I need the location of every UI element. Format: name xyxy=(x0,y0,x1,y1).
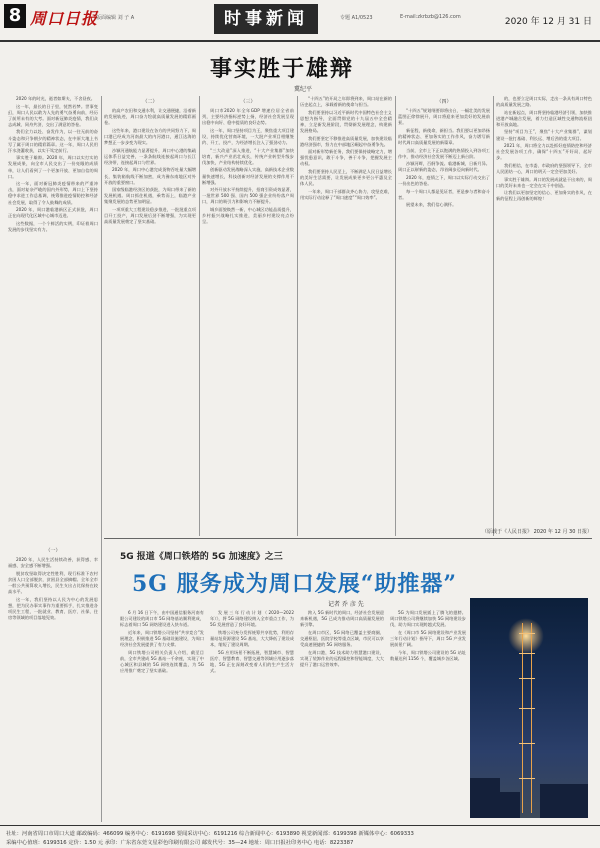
paragraph: 沙颍河通航能力显著提升，周口中心港的集疏运体系日益完善，一条条航线连接起周口与长江经济带，连接起周口与世界。 xyxy=(104,147,196,165)
paragraph: 展望未来，我们信心满怀。 xyxy=(406,202,457,208)
paragraph: 的高产农田和交通水利，让交通便捷，沿着新的发展轨迹，周口奋力绘就高质量发展的精彩画卷。 xyxy=(104,108,196,126)
paragraph: 在《周口市 5G 网络建设和产业发展三年行动计划》指导下，周口 5G 产业发展前景广阔。 xyxy=(390,629,466,647)
paragraph: 每一个周口人都是见证者，更是参与者和奋斗者。 xyxy=(398,188,490,200)
tower-photo xyxy=(470,598,588,818)
paragraph: 我们要坚持以习近平新时代中国特色社会主义思想为指导，全面贯彻党的十九届五中全会精神，立足新发展阶段，贯彻新发展理念，构建新发展格局。 xyxy=(300,109,392,133)
paragraph: 城乡面貌焕然一新，中心城区功能品质提升，乡村振兴战略扎实推进，美丽乡村建设亮点纷呈。 xyxy=(202,207,294,225)
paragraph: 发展三年行动计划（2020—2022 年）》，将 5G 网络建设纳入全市重点工作，为 5G 发展营造了良好环境。 xyxy=(210,610,294,628)
paragraph: 事实胜于雄辩。2020 年，周口以实打实的发展成果，向全市人民交出了一份亮眼的成绩单，让人们看到了一个更加开放、更加自信的周口。 xyxy=(8,155,98,179)
email-info: E-mail:zkrbzb@126.com xyxy=(400,14,461,20)
paragraph: 铁塔公司充分发挥统筹共享优势，利用存量站址资源建设 5G 基站，大大降低了建设成本，缩短了建设周期。 xyxy=(210,629,294,647)
paragraph: 5G 应用场景不断拓展，智慧城市、智慧医疗、智慧教育、智慧交通等领域应用逐步落地，5G 正在深刻改变着人们的生产生活方式。 xyxy=(210,649,294,673)
section-number: （三） xyxy=(240,99,256,105)
footer-line-1: 社址：河南省周口市周口大道 邮政编码：466099 编务中心：6191698 要闻采访中心：6191216 综合新闻中心：6193890 视觉新闻部：6199398 新媒体中心：6069333 xyxy=(6,831,414,837)
paragraph: 这一年，最长的日子里，恍然若梦。世事变幻，周口人民以敢为人先的勇气奋勇向前，经历了前所未有的大考。面对新冠肺炎疫情，我们众志成城、同舟共济，交出了满意的答卷。 xyxy=(8,103,98,127)
paragraph: 我们全力以赴、奋发作为，以一往无前的奋斗姿态和只争朝夕的精神状态，在中原大地上书写了属于周口的精彩篇章。这一年，周口人民用汗水浇灌收获，以实干笃定前行。 xyxy=(8,129,98,153)
article-column-6 xyxy=(496,96,592,526)
bottom-column-4 xyxy=(390,610,466,820)
paragraph: 2020 年的时光，逝者如斯夫，不舍昼夜。 xyxy=(16,96,95,101)
bottom-article-author: 记者 乔 彦 先 xyxy=(328,601,364,608)
paragraph: 面对新形势新任务，我们要保持战略定力，增强忧患意识，敢于斗争，善于斗争，把握发展主动权。 xyxy=(300,149,392,167)
paragraph: 我们要坚定不移推进高质量发展，加快建设临港经济强市，努力在中部地区崛起中奋勇争先。 xyxy=(300,135,392,147)
paragraph: 事实胜于雄辩。周口的发展成就是干出来的，周口的美好未来也一定会在实干中创造。 xyxy=(496,176,592,188)
bottom-column-1 xyxy=(120,610,204,820)
paragraph: 这些年来，港口建设在各方的共同努力下，周口港已经成为河南最大的内河港口，通江达海的梦想正一步步变为现实。 xyxy=(104,127,196,146)
article-column-4 xyxy=(300,96,392,536)
paragraph: 6 月 16 日下午，由中国通信服务河南有限公司建设的周口市 5G 网络基站顺利建成，标志着周口 5G 网络建设进入快车道。 xyxy=(120,610,204,628)
paragraph: 今年，周口铁塔公司建设的 5G 站址数量达到 1156 个，覆盖城乡各区域。 xyxy=(390,649,466,661)
paragraph: 2020 年，周口港临港新区正式获批，周口正在向现代化区域中心城市迈进。 xyxy=(8,207,98,219)
bottom-article-title: 5G 服务成为周口发展“助推器” xyxy=(132,571,458,597)
paragraph: 沙颍河畔，百舸争流。临港新城，日新月异。周口正以崭新的姿态，昂首阔步迈向新时代。 xyxy=(398,161,490,173)
paragraph: 5G 为周口发展插上了腾飞的翅膀。周口铁塔公司将继续加快 5G 网络建设步伐，助力周口实现跨越式发展。 xyxy=(390,610,466,628)
paragraph: 周口市2020 年全年GDP 增速位居全省前列，主要经济指标逆势上扬，经济社会发展呈现出稳中向好、稳中提质的良好态势。 xyxy=(202,108,294,126)
newspaper-logo: 周口日报 xyxy=(30,9,99,28)
footer-line-2: 采编中心值班：6199316 定价：1.50 元 承印：广东省东莞文星彩色印刷有限公司 邮发代号：35—24 地址：周口日报社印务中心 电话：8223387 xyxy=(6,840,354,846)
article-source-note: （原载于《人民日报》 2020 年 12 月 30 日报） xyxy=(482,529,592,535)
article-column-2 xyxy=(104,96,196,536)
bottom-column-3 xyxy=(300,610,384,820)
page-number: 8 xyxy=(4,4,26,28)
article-title: 事实胜于雄辩 xyxy=(210,57,355,82)
section-number: （四） xyxy=(436,99,452,105)
paragraph: 这一年，周口坚持项目为王，聚焦重大项目建设，持续优化营商环境，一大批产业项目相继签约、开工、投产，为经济增长注入了强劲动力。 xyxy=(202,127,294,146)
paragraph: 2020 年，周口中心港完成货物吞吐量大幅增长，集装箱航线不断加密，成为豫东南地区对外开放的重要窗口。 xyxy=(104,167,196,185)
paragraph: 我们相信，在市委、市政府的坚强领导下，全市人民团结一心，周口的明天一定会更加美好。 xyxy=(496,162,592,175)
paragraph: 新征程，新使命，新担当。我们要以更加昂扬的精神状态、更加务实的工作作风，奋力谱写新时代周口高质量发展的新篇章。 xyxy=(398,127,490,146)
paragraph: 这一年，我们坚持以人民为中心的发展思想，把为民办事实事作为重要抓手，扎实推进各项民生工程，一批就业、教育、医疗、社保、住房等领域的项目落地见效。 xyxy=(8,596,98,620)
paragraph: 当前，全市上下正以饱满的热情投入到各项工作中，推动经济社会发展不断迈上新台阶。 xyxy=(398,147,490,159)
paragraph: “十四五”规划纲要即将出台，一幅壮美的发展蓝图正徐徐展开，周口将迎来更加美好的发展前景。 xyxy=(398,108,490,126)
paragraph: 这些数据，一个个鲜活的实例，印证着周口发展的步伐坚实有力。 xyxy=(8,220,98,232)
paragraph: 脱贫攻坚取得决定性胜利，现行标准下农村贫困人口全部脱贫，贫困县全部摘帽。全年全市一般公共预算收入增长，民生支出占比保持在较高水平。 xyxy=(8,570,98,595)
section-number: （一） xyxy=(45,548,61,554)
section-number: （二） xyxy=(142,99,158,105)
article-column-3 xyxy=(202,96,294,536)
article-byline: 冀纪平 xyxy=(294,86,313,93)
paragraph: 在周口市区，5G 网络已覆盖主要商圈、交通枢纽、医院学校等重点区域，市民可以享受高速便捷的 5G 网络服务。 xyxy=(300,629,384,647)
bottom-column-2 xyxy=(210,610,294,820)
paragraph: 站在新起点，周口将坚持临港经济引领，加快推进港产城融合发展，着力打造区域性交通物流枢纽和开放高地。 xyxy=(496,109,592,127)
article-column-1 xyxy=(8,96,98,536)
paragraph: “三大改造”深入推进，“十大产业集群”加快培育，新兴产业茁壮成长，传统产业转型升级步伐加快，产业结构持续优化。 xyxy=(202,147,294,165)
paragraph: 周口铁塔公司相关负责人介绍，截至目前，全市共建成 5G 基站一千余座，实现了中心城区和县城的 5G 网络连续覆盖，为 5G 应用推广奠定了坚实基础。 xyxy=(120,649,204,673)
page-header xyxy=(0,0,600,42)
editor-info: 版面编辑 刘 子 A xyxy=(96,15,135,21)
paragraph: 我们要坚持人民至上，不断满足人民日益增长的美好生活需要，让发展成果更多更公平惠及全体人民。 xyxy=(300,169,392,187)
paragraph: 让我们以更加坚定的信心、更加务实的作风，在新的征程上再创新的辉煌！ xyxy=(496,190,592,202)
bottom-article-kicker: 5G 报道《周口铁塔的 5G 加速度》之三 xyxy=(120,552,283,562)
paragraph: “十四五”的开局之年即将到来，周口站在新的历史起点上，承载着新的使命与担当。 xyxy=(300,96,392,108)
paragraph: 的，也要立足周口实际，走出一条具有周口特色的高质量发展之路。 xyxy=(496,96,592,108)
paragraph: 在周口港，5G 技术助力智慧港口建设，实现了装卸作业的远程操控和智能调度，大大提升了港口运营效率。 xyxy=(300,649,384,667)
paragraph: 一年来，周口干部群众齐心协力、攻坚克难，用实际行动诠释了“周口速度”“周口效率”。 xyxy=(300,188,392,200)
article-column-1b xyxy=(8,545,98,821)
paragraph: 近年来，周口铁塔公司坚持“共享竞合”发展理念，积极推进 5G 基础设施建设，为周口经济社会发展提供了有力支撑。 xyxy=(120,629,204,647)
issue-code: 专题 A1/0523 xyxy=(340,15,373,21)
article-column-5 xyxy=(398,96,490,536)
paragraph: 对外开放水平持续提升，招商引资成效显著，一批世界 500 强、国内 500 强企业纷纷落户周口，周口的吸引力和影响力不断提升。 xyxy=(202,187,294,205)
paragraph: 国家级临港经济区的获批，为周口带来了新的发展机遇。周口抓住机遇，乘势而上，临港产业集聚发展的态势更加明显。 xyxy=(104,187,196,205)
paragraph: 2021 年，周口将全力以赴抓好疫情防控和经济社会发展各项工作，确保“十四五”开好局、起好步。 xyxy=(496,143,592,161)
issue-date: 2020 年 12 月 31 日 xyxy=(504,17,592,27)
paragraph: 一项项重大工程建设稳步推进，一批批重点项目开工投产，周口发展后劲不断增强，为实现更高质量发展奠定了坚实基础。 xyxy=(104,207,196,225)
paragraph: 跨入 5G 新时代的周口，经济社会发展迎来新机遇，5G 已成为推动周口高质量发展的新引擎。 xyxy=(300,610,384,628)
paragraph: 创新驱动发展战略深入实施，高新技术企业数量快速增长，科技创新对经济发展的支撑作用不断增强。 xyxy=(202,167,294,185)
paragraph: 这一年，面对新冠肺炎疫情带来的严重冲击，面对复杂严峻的国内外形势，周口上下坚持稳中求进工作总基调，统筹推进疫情防控和经济社会发展，取得了令人鼓舞的成绩。 xyxy=(8,181,98,205)
section-title: 时事新闻 xyxy=(214,4,318,34)
paragraph: 2020 年，人民生活持续改善，获得感、幸福感、安全感不断增强。 xyxy=(8,557,98,569)
paragraph: 坚持“项目为王”，聚焦“十大产业集群”，谋划建设一批打基础、利长远、增后劲的重大项目。 xyxy=(496,129,592,141)
page-footer xyxy=(0,825,600,848)
paragraph: 2020 年，疫情之下，周口以实际行动交出了一份出色的答卷。 xyxy=(398,175,490,187)
